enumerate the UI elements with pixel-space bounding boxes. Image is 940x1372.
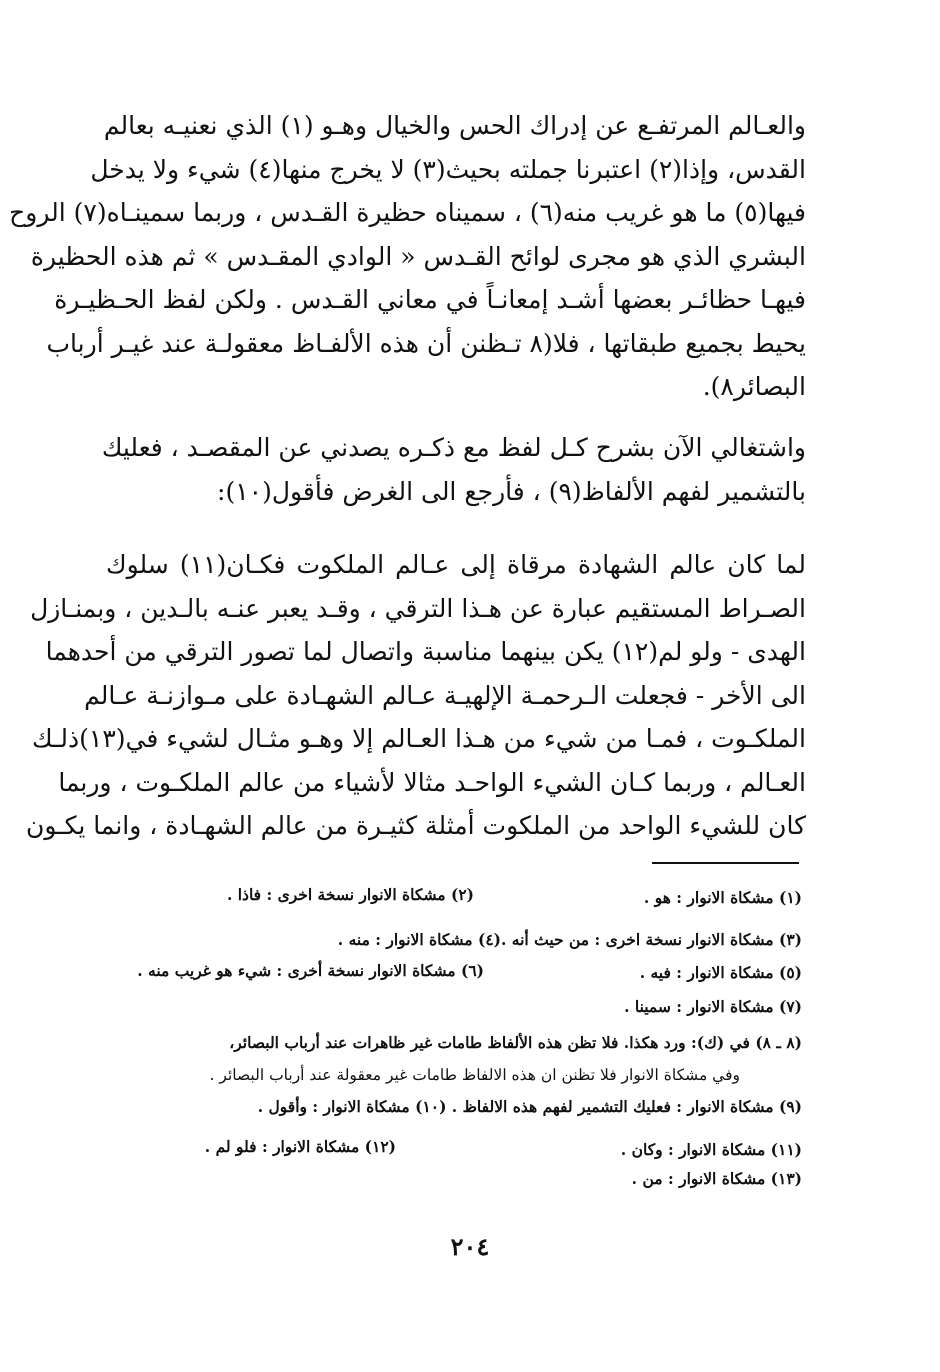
text-line: الى الأخر - فجعلت الـرحمـة الإلهيـة عـالم الشهـادة على مـوازنـة عـالم (84, 680, 806, 710)
paragraph-1 (9, 104, 806, 409)
text-line: كان للشيء الواحد من الملكوت أمثلة كثيـرة من عالم الشهـادة ، وانما يكـون (25, 811, 806, 840)
footnote-5: (٥) مشكاة الانوار : فيه . (639, 963, 802, 982)
page-number: ٢٠٤ (450, 1232, 490, 1261)
paragraph-2 (101, 426, 806, 513)
text-line: الملكـوت ، فمـا من شيء من هـذا العـالم إلا وهـو مثـال لشيء في(١٣)ذلـك (32, 724, 806, 753)
footnote-1: (١) مشكاة الانوار : هو . (643, 888, 802, 907)
text-line: الصـراط المستقيم عبارة عن هـذا الترقي ، وقـد يعبر عنـه بالـدين ، وبمنـازل (30, 593, 806, 623)
text-line: بالتشمير لفهم الألفاظ(٩) ، فأرجع الى الغرض فأقول(١٠): (217, 476, 806, 506)
text-line: القدس، وإذا(٢) اعتبرنا جملته بحيث(٣) لا يخرج منها(٤) شيء ولا يدخل (90, 154, 806, 184)
footnote-6: (٦) مشكاة الانوار نسخة أخرى : شيء هو غريب منه . (137, 961, 484, 980)
text-line: فيها(٥) ما هو غريب منه(٦) ، سميناه حظيرة القـدس ، وربما سمينـاه(٧) الروح (9, 198, 806, 227)
footnote-13: (١٣) مشكاة الانوار : من . (631, 1169, 802, 1188)
footnote-3-4: (٣) مشكاة الانوار نسخة اخرى : من حيث أنه .(٤) مشكاة الانوار : منه . (337, 930, 802, 949)
text-line: الهدى - ولو لم(١٢) يكن بينهما مناسبة واتصال لما تصور الترقي من أحدهما (45, 637, 806, 666)
text-line: العـالم ، وربما كـان الشيء الواحـد مثالا لأشياء من عالم الملكـوت ، وربما (58, 767, 806, 797)
footnote-12: (١٢) مشكاة الانوار : فلو لم . (204, 1137, 396, 1156)
footnote-11: (١١) مشكاة الانوار : وكان . (620, 1140, 802, 1159)
paragraph-3 (25, 543, 806, 848)
footnote-8-line-1: (٨ ـ ٨) في (ك): ورد هكذا. فلا تظن هذه الألفاظ طامات غير ظاهرات عند أرباب البصائر، (229, 1033, 802, 1052)
text-line: واشتغالي الآن بشرح كـل لفظ مع ذكـره يصدني عن المقصـد ، فعليك (101, 433, 806, 462)
footnote-separator (652, 862, 799, 864)
footnote-8-line-2: وفي مشكاة الانوار فلا تظنن ان هذه الالفاظ طامات غير معقولة عند أرباب البصائر . (209, 1066, 740, 1084)
text-line: البشري الذي هو مجرى لوائح القـدس « الوادي المقـدس » ثم هذه الحظيرة (30, 241, 806, 271)
footnote-7: (٧) مشكاة الانوار : سمينا . (624, 997, 802, 1016)
text-line: البصائر٨). (702, 372, 806, 401)
text-line: لما كان عالم الشهادة مرقاة إلى عـالم الملكوت فكـان(١١) سلوك (106, 550, 806, 579)
text-line: يحيط بجميع طبقاتها ، فلا(٨ تـظنن أن هذه الألفـاظ معقولـة عند غيـر أرباب (46, 328, 806, 358)
footnote-2: (٢) مشكاة الانوار نسخة اخرى : فاذا . (226, 885, 474, 904)
text-line: فيهـا حظائـر بعضها أشـد إمعانـاً في معاني القـدس . ولكن لفظ الحـظيـرة (54, 285, 806, 314)
text-line: والعـالم المرتفـع عن إدراك الحس والخيال وهـو (١) الذي نعنيـه بعالم (103, 111, 806, 140)
footnote-9-10: (٩) مشكاة الانوار : فعليك التشمير لفهم هذه الالفاظ . (١٠) مشكاة الانوار : وأقول . (257, 1097, 802, 1116)
